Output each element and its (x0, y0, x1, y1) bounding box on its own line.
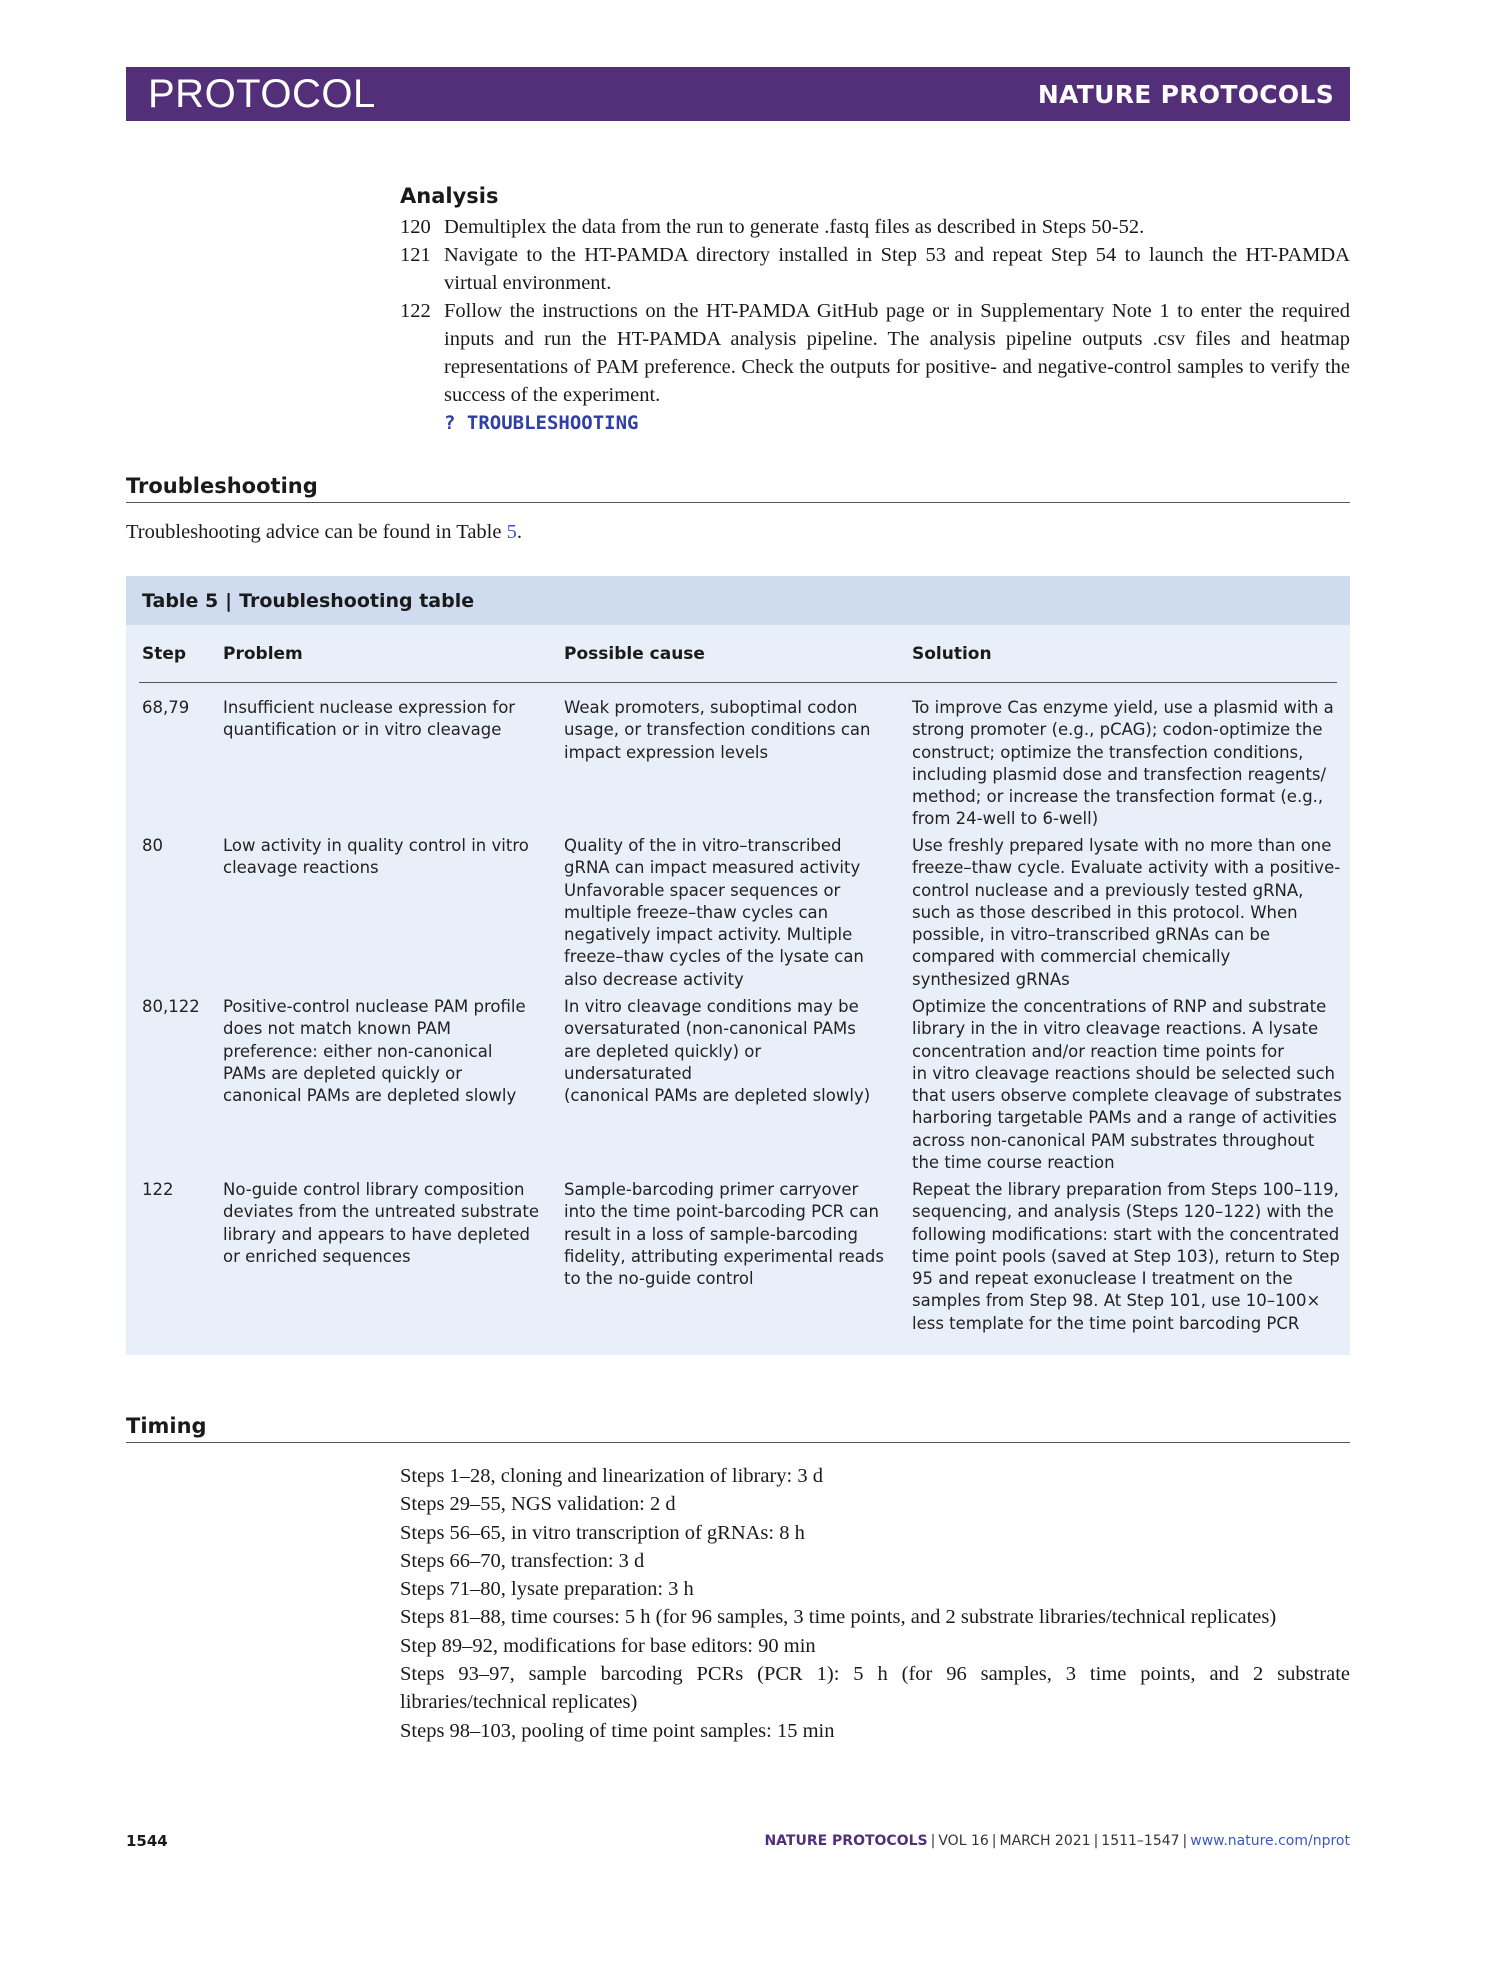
footer-volume: VOL 16 (938, 1833, 989, 1849)
cell-problem (223, 1179, 543, 1268)
header-step: Step (142, 644, 187, 664)
footer-separator: | (1093, 1833, 1099, 1849)
cell-step: 68,79 (142, 698, 190, 717)
line: are depleted quickly) or undersaturated (564, 1041, 762, 1083)
step-item (400, 297, 1350, 409)
line: that users observe complete cleavage of substrates (912, 1086, 1342, 1106)
line: compared with commercial chemically (912, 947, 1231, 967)
line: Low activity in quality control in vitro (223, 836, 529, 855)
line: freeze–thaw cycle. Evaluate activity with a positive- (912, 858, 1341, 878)
cell-step: 80,122 (142, 997, 200, 1016)
line: usage, or transfection conditions can (564, 720, 871, 740)
line: from 24-well to 6-well) (912, 809, 1099, 829)
page-number: 1544 (126, 1832, 168, 1850)
line: into the time point-barcoding PCR can (564, 1202, 879, 1222)
line: such as those described in this protocol. When (912, 902, 1298, 922)
header-problem: Problem (223, 644, 303, 664)
line: No-guide control library composition (223, 1180, 525, 1199)
line: gRNA can impact measured activity (564, 858, 861, 878)
cell-step: 122 (142, 1180, 174, 1199)
timing-item: Steps 81–88, time courses: 5 h (for 96 samples, 3 time points, and 2 substrate libraries/technical replicates) (400, 1606, 1277, 1629)
table-title: Troubleshooting table (239, 589, 475, 612)
table-header-row (139, 625, 1337, 683)
header-cause: Possible cause (564, 644, 705, 664)
step-text: Navigate to the HT-PAMDA directory installed in Step 53 and repeat Step 54 to launch the HT-PAMDA virtual environment. (444, 244, 1350, 294)
footer-citation (764, 1833, 1350, 1849)
line: library in the in vitro cleavage reactions. A lysate (912, 1019, 1319, 1039)
analysis-section (400, 184, 1350, 437)
footer-separator: | (1182, 1833, 1188, 1849)
paragraph-end: . (516, 521, 522, 543)
line: Repeat the library preparation from Steps 100–119, (912, 1180, 1339, 1199)
cell-cause (564, 835, 894, 991)
line: 95 and repeat exonuclease I treatment on the (912, 1269, 1293, 1289)
timing-list (400, 1462, 1350, 1745)
line: Unfavorable spacer sequences or (564, 880, 841, 900)
troubleshooting-link[interactable]: ? TROUBLESHOOTING (444, 412, 639, 434)
line: or enriched sequences (223, 1246, 411, 1266)
cell-problem (223, 996, 543, 1107)
line: sequencing, and analysis (Steps 120–122) with the (912, 1202, 1334, 1222)
line: Use freshly prepared lysate with no more than one (912, 836, 1332, 855)
line: the time course reaction (912, 1153, 1115, 1173)
line: fidelity, attributing experimental reads (564, 1246, 884, 1266)
line: method; or increase the transfection format (e.g., (912, 787, 1324, 807)
troubleshooting-table (126, 576, 1350, 1355)
timing-item: Step 89–92, modifications for base editors: 90 min (400, 1634, 816, 1657)
line: To improve Cas enzyme yield, use a plasmid with a (912, 698, 1334, 717)
timing-item: Steps 29–55, NGS validation: 2 d (400, 1493, 676, 1516)
line: to the no-guide control (564, 1269, 754, 1289)
line: in vitro cleavage reactions should be selected such (912, 1063, 1335, 1083)
troubleshooting-heading: Troubleshooting (126, 474, 1350, 503)
footer-pages: 1511–1547 (1101, 1833, 1180, 1849)
paragraph-text: Troubleshooting advice can be found in Table (126, 521, 507, 543)
line: samples from Step 98. At Step 101, use 10–100× (912, 1291, 1321, 1311)
step-item (400, 241, 1350, 297)
line: canonical PAMs are depleted slowly (223, 1086, 517, 1106)
cell-solution (912, 835, 1342, 991)
cell-cause (564, 1179, 894, 1290)
cell-problem (223, 697, 543, 742)
line: freeze–thaw cycles of the lysate can (564, 947, 864, 967)
line: result in a loss of sample-barcoding (564, 1224, 858, 1244)
step-text: Follow the instructions on the HT-PAMDA GitHub page or in Supplementary Note 1 to enter the required inputs and run the HT-PAMDA analysis pipeline. The analysis pipeline outputs .csv files and heatmap representations of PAM preference. Check the outputs for positive- and negative-control samples to verify the success of the experiment. (444, 300, 1350, 406)
line: preference: either non-canonical (223, 1041, 493, 1061)
footer-separator: | (991, 1833, 997, 1849)
cell-cause (564, 697, 894, 764)
caption-separator: | (225, 589, 233, 612)
cell-step: 80 (142, 836, 163, 855)
line: negatively impact activity. Multiple (564, 925, 853, 945)
line: construct; optimize the transfection conditions, (912, 742, 1304, 762)
cell-solution (912, 996, 1342, 1174)
table-label: Table 5 (142, 589, 219, 612)
footer-separator: | (930, 1833, 936, 1849)
footer-url-link[interactable]: www.nature.com/nprot (1190, 1833, 1350, 1849)
step-number: 121 (400, 244, 431, 266)
timing-item: Steps 93–97, sample barcoding PCRs (PCR 1): 5 h (for 96 samples, 3 time points, and 2 substrate libraries/technical replicates) (400, 1663, 1350, 1714)
header-banner (126, 67, 1350, 121)
timing-item: Steps 66–70, transfection: 3 d (400, 1549, 645, 1572)
section-label: PROTOCOL (148, 71, 376, 116)
line: In vitro cleavage conditions may be (564, 997, 859, 1016)
line: Quality of the in vitro–transcribed (564, 836, 842, 855)
troubleshooting-paragraph (126, 518, 1350, 546)
line: possible, in vitro–transcribed gRNAs can be (912, 925, 1271, 945)
line: cleavage reactions (223, 858, 379, 878)
cell-problem (223, 835, 543, 880)
step-number: 122 (400, 300, 431, 322)
header-solution: Solution (912, 644, 992, 664)
line: also decrease activity (564, 969, 744, 989)
journal-name: NATURE PROTOCOLS (1037, 79, 1334, 109)
analysis-heading: Analysis (400, 184, 499, 208)
line: Positive-control nuclease PAM profile (223, 997, 526, 1016)
line: including plasmid dose and transfection reagents/ (912, 764, 1327, 784)
line: impact expression levels (564, 742, 769, 762)
table-reference-link[interactable]: 5 (506, 521, 517, 543)
timing-item: Steps 98–103, pooling of time point samples: 15 min (400, 1719, 835, 1742)
line: strong promoter (e.g., pCAG); codon-optimize the (912, 720, 1323, 740)
line: quantification or in vitro cleavage (223, 720, 502, 740)
line: less template for the time point barcoding PCR (912, 1313, 1300, 1333)
footer-date: MARCH 2021 (999, 1833, 1091, 1849)
step-item (400, 213, 1350, 241)
footer-journal: NATURE PROTOCOLS (764, 1833, 928, 1849)
line: deviates from the untreated substrate (223, 1202, 540, 1222)
line: multiple freeze–thaw cycles can (564, 902, 829, 922)
cell-solution (912, 1179, 1342, 1335)
step-number: 120 (400, 216, 431, 238)
timing-item: Steps 56–65, in vitro transcription of gRNAs: 8 h (400, 1521, 805, 1544)
line: following modifications: start with the concentrated (912, 1224, 1340, 1244)
line: (canonical PAMs are depleted slowly) (564, 1086, 871, 1106)
timing-item: Steps 1–28, cloning and linearization of library: 3 d (400, 1465, 824, 1487)
line: Sample-barcoding primer carryover (564, 1180, 859, 1199)
line: library and appears to have depleted (223, 1224, 531, 1244)
step-text: Demultiplex the data from the run to generate .fastq files as described in Steps 50-52. (444, 216, 1145, 238)
timing-heading: Timing (126, 1414, 1350, 1443)
line: control nuclease and a previously tested gRNA, (912, 880, 1304, 900)
cell-solution (912, 697, 1342, 831)
line: does not match known PAM (223, 1019, 451, 1039)
timing-item: Steps 71–80, lysate preparation: 3 h (400, 1578, 694, 1601)
line: across non-canonical PAM substrates throughout (912, 1130, 1315, 1150)
line: time point pools (saved at Step 103), return to Step (912, 1246, 1340, 1266)
line: synthesized gRNAs (912, 969, 1070, 989)
line: PAMs are depleted quickly or (223, 1063, 462, 1083)
line: harboring targetable PAMs and a range of activities (912, 1108, 1337, 1128)
line: Weak promoters, suboptimal codon (564, 698, 858, 717)
line: concentration and/or reaction time points for (912, 1041, 1284, 1061)
table-caption (126, 576, 1350, 625)
line: Optimize the concentrations of RNP and substrate (912, 997, 1327, 1016)
cell-cause (564, 996, 894, 1107)
line: Insufficient nuclease expression for (223, 698, 516, 717)
line: oversaturated (non-canonical PAMs (564, 1019, 856, 1039)
